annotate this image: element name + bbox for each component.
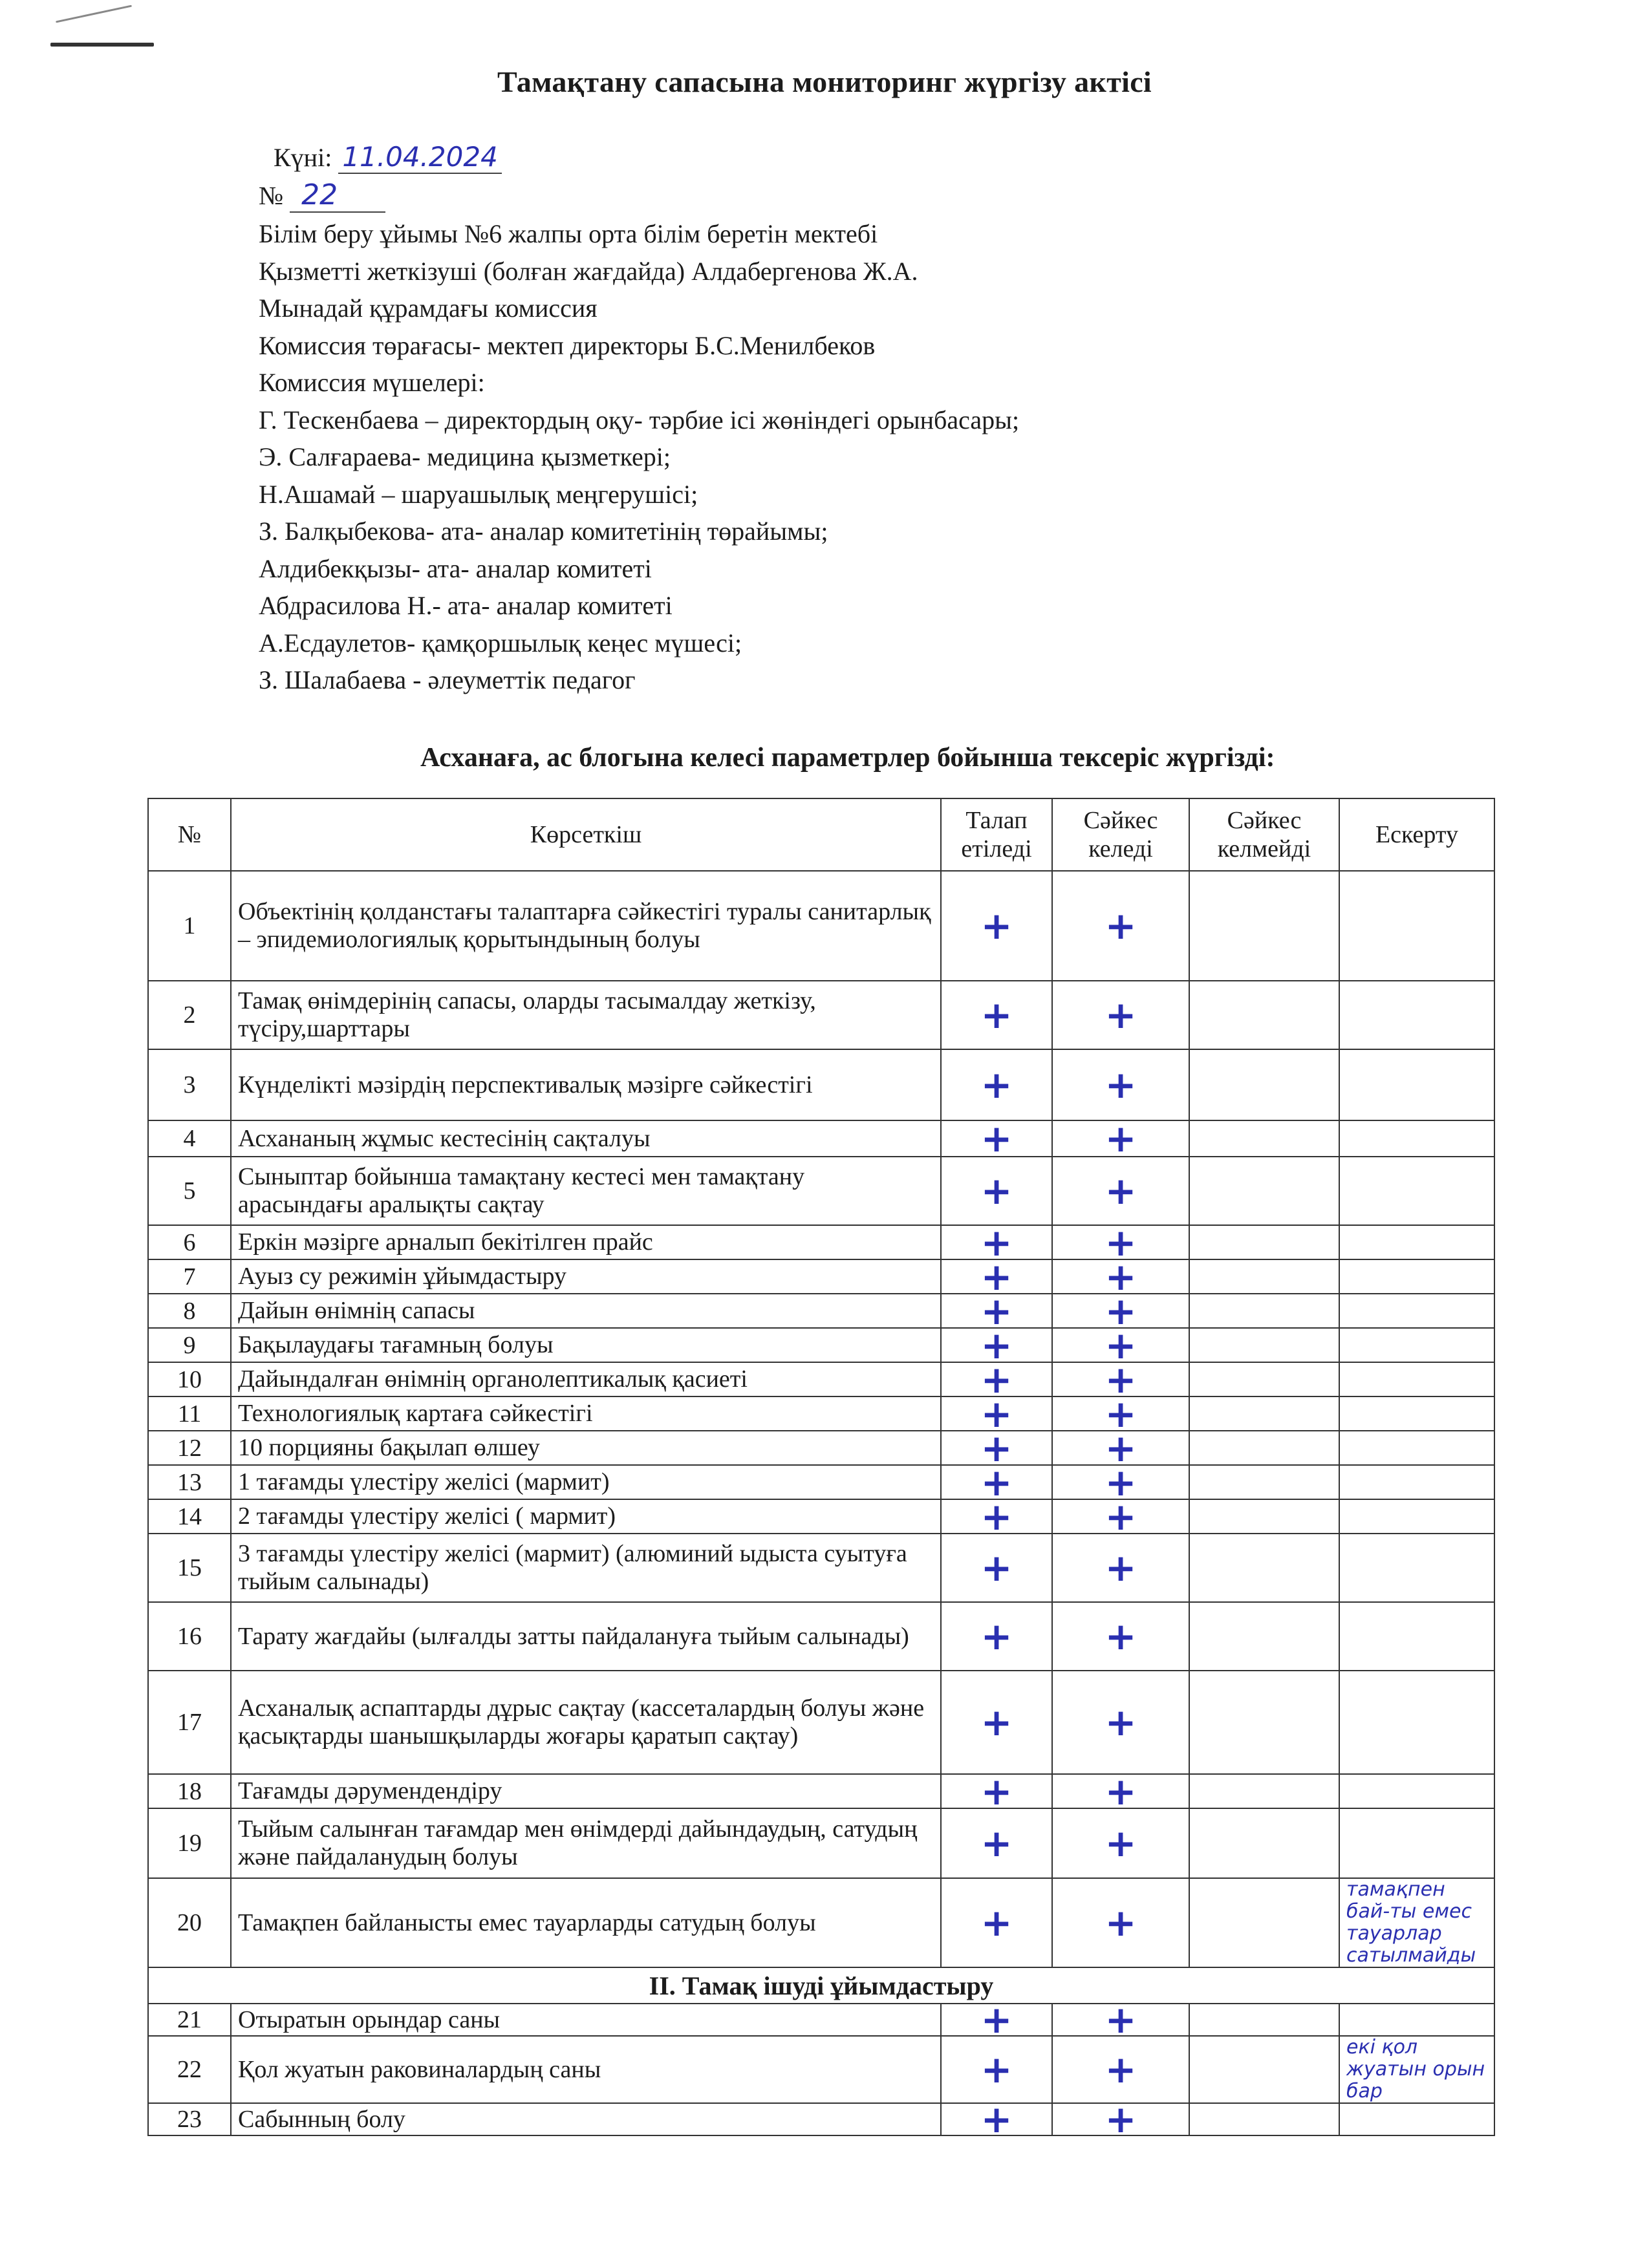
commission-info bbox=[259, 215, 1019, 699]
table-row bbox=[148, 871, 1494, 981]
info-line: Алдибекқызы- ата- аналар комитеті bbox=[259, 553, 652, 583]
row-indicator: 1 тағамды үлестіру желісі (мармит) bbox=[231, 1465, 941, 1499]
row-indicator: Технологиялық картаға сәйкестігі bbox=[231, 1396, 941, 1431]
row-note bbox=[1339, 2036, 1494, 2103]
table-row bbox=[148, 1878, 1494, 1967]
row-indicator: Дайындалған өнімнің органолептикалық қасиеті bbox=[231, 1362, 941, 1396]
table-row bbox=[148, 1259, 1494, 1294]
row-note bbox=[1339, 1362, 1494, 1396]
header-indicator: Көрсеткіш bbox=[231, 798, 941, 871]
row-indicator: Объектінің қолданстағы талаптарға сәйкестігі туралы санитарлық – эпидемиологиялық қорытындының болуы bbox=[231, 871, 941, 981]
row-number: 6 bbox=[148, 1225, 231, 1259]
required-mark: + bbox=[941, 1294, 1052, 1328]
required-mark: + bbox=[941, 1049, 1052, 1120]
table-header-row bbox=[148, 798, 1494, 871]
table-row bbox=[148, 2004, 1494, 2036]
table-row bbox=[148, 1602, 1494, 1671]
header-note: Ескерту bbox=[1339, 798, 1494, 871]
required-mark: + bbox=[941, 1465, 1052, 1499]
not-matches-mark bbox=[1189, 1049, 1339, 1120]
not-matches-mark bbox=[1189, 1328, 1339, 1362]
required-mark: + bbox=[941, 2103, 1052, 2135]
info-line: А.Есдаулетов- қамқоршылық кеңес мүшесі; bbox=[259, 628, 742, 658]
table-row bbox=[148, 1534, 1494, 1602]
info-line: З. Балқыбекова- ата- аналар комитетінің төрайымы; bbox=[259, 517, 828, 546]
not-matches-mark bbox=[1189, 1774, 1339, 1808]
required-mark: + bbox=[941, 1396, 1052, 1431]
matches-mark: + bbox=[1052, 981, 1189, 1049]
required-mark: + bbox=[941, 1808, 1052, 1878]
info-line: Абдрасилова Н.- ата- аналар комитеті bbox=[259, 591, 673, 620]
row-indicator: Асханалық аспаптарды дұрыс сақтау (кассеталардың болуы және қасықтарды шанышқыларды жоғары қаратып сақтау) bbox=[231, 1671, 941, 1774]
row-note bbox=[1339, 1534, 1494, 1602]
info-line: Н.Ашамай – шаруашылық меңгерушісі; bbox=[259, 479, 698, 509]
handwritten-note: тамақпен бай-ты емес тауарлар сатылмайды bbox=[1346, 1878, 1476, 1967]
not-matches-mark bbox=[1189, 1396, 1339, 1431]
header-num: № bbox=[148, 798, 231, 871]
inspection-subtitle: Асханаға, ас блогына келесі параметрлер бойынша тексеріс жүргізді: bbox=[420, 743, 1275, 773]
row-number: 10 bbox=[148, 1362, 231, 1396]
not-matches-mark bbox=[1189, 1602, 1339, 1671]
table-row bbox=[148, 1362, 1494, 1396]
not-matches-mark bbox=[1189, 1499, 1339, 1534]
row-number: 9 bbox=[148, 1328, 231, 1362]
table-row bbox=[148, 1157, 1494, 1225]
handwritten-note: екі қол жуатын орын бар bbox=[1346, 2036, 1485, 2102]
row-note bbox=[1339, 1671, 1494, 1774]
not-matches-mark bbox=[1189, 1120, 1339, 1157]
row-number: 17 bbox=[148, 1671, 231, 1774]
not-matches-mark bbox=[1189, 871, 1339, 981]
row-number: 18 bbox=[148, 1774, 231, 1808]
required-mark: + bbox=[941, 1671, 1052, 1774]
row-note bbox=[1339, 1602, 1494, 1671]
section-title: ІІ. Тамақ ішуді ұйымдастыру bbox=[148, 1967, 1494, 2004]
row-number: 22 bbox=[148, 2036, 231, 2103]
required-mark: + bbox=[941, 1362, 1052, 1396]
matches-mark: + bbox=[1052, 2004, 1189, 2036]
number-line bbox=[259, 178, 385, 213]
row-number: 8 bbox=[148, 1294, 231, 1328]
matches-mark: + bbox=[1052, 1362, 1189, 1396]
row-indicator: Асхананың жұмыс кестесінің сақталуы bbox=[231, 1120, 941, 1157]
not-matches-mark bbox=[1189, 1294, 1339, 1328]
not-matches-mark bbox=[1189, 1465, 1339, 1499]
date-value: 11.04.2024 bbox=[338, 141, 501, 174]
table-row bbox=[148, 1808, 1494, 1878]
row-number: 19 bbox=[148, 1808, 231, 1878]
date-label: Күні: bbox=[274, 143, 332, 172]
matches-mark: + bbox=[1052, 1534, 1189, 1602]
matches-mark: + bbox=[1052, 1602, 1189, 1671]
matches-mark: + bbox=[1052, 1465, 1189, 1499]
row-indicator: Тарату жағдайы (ылғалды затты пайдалануға тыйым салынады) bbox=[231, 1602, 941, 1671]
info-line: Г. Тескенбаева – директордың оқу- тәрбие ісі жөніндегі орынбасары; bbox=[259, 405, 1020, 434]
matches-mark: + bbox=[1052, 1808, 1189, 1878]
scan-artifact bbox=[56, 5, 132, 23]
row-note bbox=[1339, 1294, 1494, 1328]
row-indicator: Сабынның болу bbox=[231, 2103, 941, 2135]
required-mark: + bbox=[941, 1225, 1052, 1259]
table-row bbox=[148, 1671, 1494, 1774]
required-mark: + bbox=[941, 2004, 1052, 2036]
table-row bbox=[148, 2036, 1494, 2103]
required-mark: + bbox=[941, 1157, 1052, 1225]
not-matches-mark bbox=[1189, 2036, 1339, 2103]
row-note bbox=[1339, 2103, 1494, 2135]
section-row bbox=[148, 1967, 1494, 2004]
row-indicator: Дайын өнімнің сапасы bbox=[231, 1294, 941, 1328]
table-row bbox=[148, 2103, 1494, 2135]
table-row bbox=[148, 1225, 1494, 1259]
row-number: 13 bbox=[148, 1465, 231, 1499]
matches-mark: + bbox=[1052, 1499, 1189, 1534]
matches-mark: + bbox=[1052, 1774, 1189, 1808]
not-matches-mark bbox=[1189, 981, 1339, 1049]
row-note bbox=[1339, 2004, 1494, 2036]
matches-mark: + bbox=[1052, 1396, 1189, 1431]
row-indicator: Тамақ өнімдерінің сапасы, оларды тасымалдау жеткізу, түсіру,шарттары bbox=[231, 981, 941, 1049]
required-mark: + bbox=[941, 871, 1052, 981]
row-indicator: 3 тағамды үлестіру желісі (мармит) (алюминий ыдыста суытуға тыйым салынады) bbox=[231, 1534, 941, 1602]
table-row bbox=[148, 1499, 1494, 1534]
matches-mark: + bbox=[1052, 2036, 1189, 2103]
row-indicator: Тыйым салынған тағамдар мен өнімдерді дайындаудың, сатудың және пайдаланудың болуы bbox=[231, 1808, 941, 1878]
header-required: Талап етіледі bbox=[941, 798, 1052, 871]
matches-mark: + bbox=[1052, 1328, 1189, 1362]
matches-mark: + bbox=[1052, 1157, 1189, 1225]
not-matches-mark bbox=[1189, 2004, 1339, 2036]
table-row bbox=[148, 981, 1494, 1049]
required-mark: + bbox=[941, 1774, 1052, 1808]
row-note bbox=[1339, 1328, 1494, 1362]
inspection-table bbox=[147, 798, 1495, 2141]
matches-mark: + bbox=[1052, 1259, 1189, 1294]
scan-artifact bbox=[50, 43, 154, 47]
table-row bbox=[148, 1465, 1494, 1499]
row-number: 15 bbox=[148, 1534, 231, 1602]
row-indicator: Бақылаудағы тағамның болуы bbox=[231, 1328, 941, 1362]
row-note bbox=[1339, 871, 1494, 981]
row-note bbox=[1339, 1878, 1494, 1967]
matches-mark: + bbox=[1052, 1049, 1189, 1120]
table-row bbox=[148, 1294, 1494, 1328]
table-body bbox=[148, 871, 1494, 2141]
required-mark: + bbox=[941, 1878, 1052, 1967]
required-mark: + bbox=[941, 1499, 1052, 1534]
row-note bbox=[1339, 1259, 1494, 1294]
info-line: Қызметті жеткізуші (болған жағдайда) Алдабергенова Ж.А. bbox=[259, 256, 918, 286]
row-note bbox=[1339, 981, 1494, 1049]
row-note bbox=[1339, 1120, 1494, 1157]
not-matches-mark bbox=[1189, 1259, 1339, 1294]
row-indicator: Күнделікті мәзірдің перспективалық мәзірге сәйкестігі bbox=[231, 1049, 941, 1120]
info-line: Білім беру ұйымы №6 жалпы орта білім беретін мектебі bbox=[259, 219, 878, 248]
row-number: 1 bbox=[148, 871, 231, 981]
row-note bbox=[1339, 1808, 1494, 1878]
matches-mark: + bbox=[1052, 2103, 1189, 2135]
required-mark: + bbox=[941, 2036, 1052, 2103]
row-number: 5 bbox=[148, 1157, 231, 1225]
not-matches-mark bbox=[1189, 2103, 1339, 2135]
row-number: 12 bbox=[148, 1431, 231, 1465]
row-note bbox=[1339, 1774, 1494, 1808]
matches-mark: + bbox=[1052, 1225, 1189, 1259]
table-row bbox=[148, 1120, 1494, 1157]
required-mark: + bbox=[941, 1259, 1052, 1294]
row-number: 11 bbox=[148, 1396, 231, 1431]
info-line: Мынадай құрамдағы комиссия bbox=[259, 294, 598, 323]
header-not-matches: Сәйкес келмейді bbox=[1189, 798, 1339, 871]
row-number: 21 bbox=[148, 2004, 231, 2036]
row-note bbox=[1339, 1465, 1494, 1499]
row-indicator: Тағамды дәрумендендіру bbox=[231, 1774, 941, 1808]
matches-mark: + bbox=[1052, 1878, 1189, 1967]
row-indicator: Тамақпен байланысты емес тауарларды сатудың болуы bbox=[231, 1878, 941, 1967]
required-mark: + bbox=[941, 981, 1052, 1049]
table-row bbox=[148, 1431, 1494, 1465]
not-matches-mark bbox=[1189, 1878, 1339, 1967]
not-matches-mark bbox=[1189, 1808, 1339, 1878]
row-indicator: Ауыз су режимін ұйымдастыру bbox=[231, 1259, 941, 1294]
row-number: 4 bbox=[148, 1120, 231, 1157]
matches-mark: + bbox=[1052, 1294, 1189, 1328]
row-number: 3 bbox=[148, 1049, 231, 1120]
row-indicator: Сыныптар бойынша тамақтану кестесі мен тамақтану арасындағы аралықты сақтау bbox=[231, 1157, 941, 1225]
matches-mark: + bbox=[1052, 1431, 1189, 1465]
table-row bbox=[148, 1396, 1494, 1431]
row-indicator: Қол жуатын раковиналардың саны bbox=[231, 2036, 941, 2103]
row-number: 2 bbox=[148, 981, 231, 1049]
not-matches-mark bbox=[1189, 1157, 1339, 1225]
matches-mark: + bbox=[1052, 871, 1189, 981]
table-row bbox=[148, 1049, 1494, 1120]
header-matches: Сәйкес келеді bbox=[1052, 798, 1189, 871]
info-line: Э. Салғараева- медицина қызметкері; bbox=[259, 442, 671, 471]
row-note bbox=[1339, 1431, 1494, 1465]
info-line: З. Шалабаева - әлеуметтік педагог bbox=[259, 665, 636, 694]
row-number: 20 bbox=[148, 1878, 231, 1967]
not-matches-mark bbox=[1189, 1362, 1339, 1396]
row-note bbox=[1339, 1157, 1494, 1225]
row-note bbox=[1339, 1225, 1494, 1259]
table-row bbox=[148, 1328, 1494, 1362]
row-number: 7 bbox=[148, 1259, 231, 1294]
not-matches-mark bbox=[1189, 1431, 1339, 1465]
row-indicator: Отыратын орындар саны bbox=[231, 2004, 941, 2036]
matches-mark: + bbox=[1052, 1671, 1189, 1774]
required-mark: + bbox=[941, 1431, 1052, 1465]
info-line: Комиссия төрағасы- мектеп директоры Б.С.Менилбеков bbox=[259, 330, 876, 360]
number-value: 22 bbox=[290, 178, 385, 213]
required-mark: + bbox=[941, 1534, 1052, 1602]
date-line bbox=[274, 141, 502, 174]
row-indicator: 2 тағамды үлестіру желісі ( мармит) bbox=[231, 1499, 941, 1534]
required-mark: + bbox=[941, 1328, 1052, 1362]
row-note bbox=[1339, 1396, 1494, 1431]
row-note bbox=[1339, 1499, 1494, 1534]
not-matches-mark bbox=[1189, 1534, 1339, 1602]
document-title: Тамақтану сапасына мониторинг жүргізу актісі bbox=[497, 65, 1152, 98]
required-mark: + bbox=[941, 1602, 1052, 1671]
info-line: Комиссия мүшелері: bbox=[259, 368, 485, 397]
row-indicator: 10 порцияны бақылап өлшеу bbox=[231, 1431, 941, 1465]
row-number: 14 bbox=[148, 1499, 231, 1534]
row-indicator: Еркін мәзірге арналып бекітілген прайс bbox=[231, 1225, 941, 1259]
not-matches-mark bbox=[1189, 1671, 1339, 1774]
not-matches-mark bbox=[1189, 1225, 1339, 1259]
matches-mark: + bbox=[1052, 1120, 1189, 1157]
row-number: 23 bbox=[148, 2103, 231, 2135]
table-row bbox=[148, 1774, 1494, 1808]
row-number: 16 bbox=[148, 1602, 231, 1671]
required-mark: + bbox=[941, 1120, 1052, 1157]
number-label: № bbox=[259, 181, 284, 210]
row-note bbox=[1339, 1049, 1494, 1120]
